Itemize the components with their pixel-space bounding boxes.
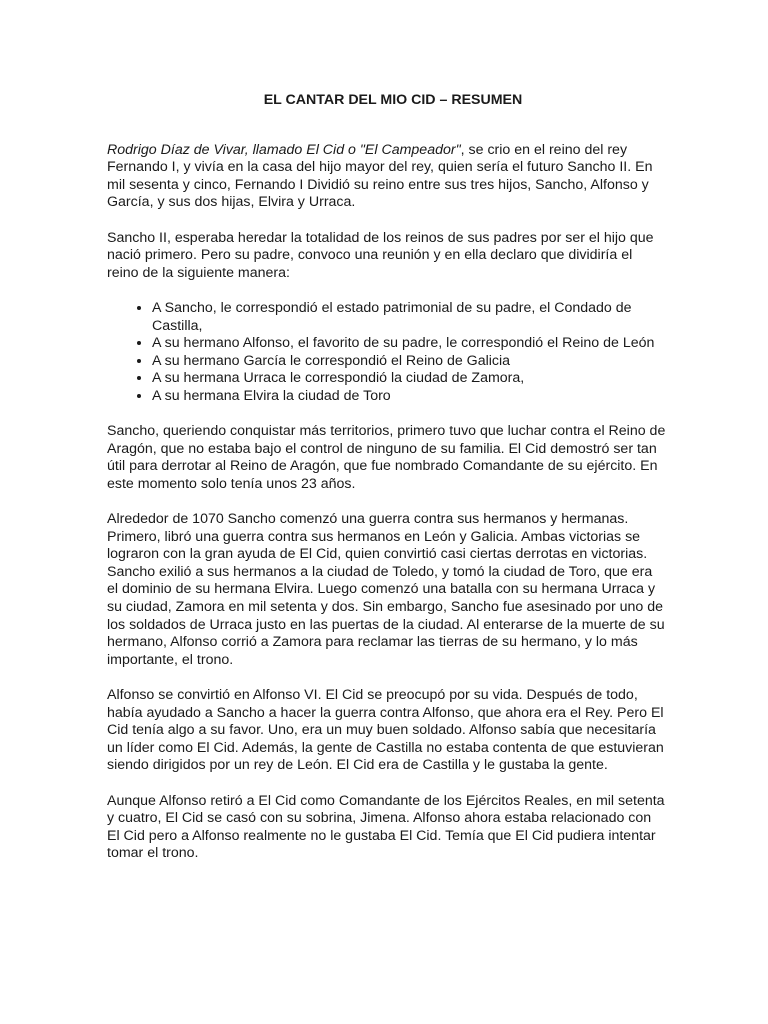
paragraph-2: Sancho II, esperaba heredar la totalidad de los reinos de sus padres por ser el hijo que nació primero. Pero su padre, convoco una reunión y en ella declaro que dividiría el reino de la siguiente manera: — [107, 229, 654, 281]
document-page — [107, 92, 667, 881]
list-item: • A su hermano Alfonso, el favorito de su padre, le correspondió el Reino de León — [152, 335, 667, 353]
intro-italic-text: Rodrigo Díaz de Vivar, llamado El Cid o "El Campeador" — [107, 141, 461, 158]
paragraph-4: Alrededor de 1070 Sancho comenzó una guerra contra sus hermanos y hermanas. Primero, libró una guerra contra sus hermanos en León y Galicia. Ambas victorias se lograron con la gran ayuda de El Cid, quien convirtió casi ciertas derrotas en victorias. Sancho exilió a sus hermanos a la ciudad de Toledo, y tomó la ciudad de Toro, que era el dominio de su hermana Elvira. Luego comenzó una batalla con su hermana Urraca y su ciudad, Zamora en mil setenta y dos. Sin embargo, Sancho fue asesinado por uno de los soldados de Urraca justo en las puertas de la ciudad. Al enterarse de la muerte de su hermano, Alfonso corrió a Zamora para reclamar las tierras de su hermano, y lo más importante, el trono. — [107, 511, 665, 668]
list-item: • A su hermano García le correspondió el Reino de Galicia — [152, 353, 667, 371]
paragraph-3: Sancho, queriendo conquistar más territorios, primero tuvo que luchar contra el Reino de Aragón, que no estaba bajo el control de ninguno de su familia. El Cid demostró ser tan útil para derrotar al Reino de Aragón, que fue nombrado Comandante de su ejército. En este momento solo tenía unos 23 años. — [107, 423, 666, 492]
intro-paragraph — [107, 142, 667, 212]
inheritance-list — [107, 300, 667, 406]
paragraph-6: Aunque Alfonso retiró a El Cid como Comandante de los Ejércitos Reales, en mil setenta y cuatro, El Cid se casó con su sobrina, Jimena. Alfonso ahora estaba relacionado con El Cid pero a Alfonso realmente no le gustaba El Cid. Temía que El Cid pudiera intentar tomar el trono. — [107, 792, 665, 862]
list-item: • A Sancho, le correspondió el estado patrimonial de su padre, el Condado de Castilla, — [152, 300, 667, 335]
intro-text: , se crio en el reino del rey Fernando I, y vivía en la casa del hijo mayor del rey, quien sería el futuro Sancho II. En mil sesenta y cinco, Fernando I Dividió su reino entre sus tres hijos, Sancho, Alfonso y García, y sus dos hijas, Elvira y Urraca. — [107, 141, 653, 211]
list-item: • A su hermana Urraca le correspondió la ciudad de Zamora, — [152, 370, 667, 388]
paragraph-5: Alfonso se convirtió en Alfonso VI. El Cid se preocupó por su vida. Después de todo, había ayudado a Sancho a hacer la guerra contra Alfonso, que ahora era el Rey. Pero El Cid tenía algo a su favor. Uno, era un muy buen soldado. Alfonso sabía que necesitaría un líder como El Cid. Además, la gente de Castilla no estaba contenta de que estuvieran siendo dirigidos por un rey de León. El Cid era de Castilla y le gustaba la gente. — [107, 687, 664, 774]
list-item: • A su hermana Elvira la ciudad de Toro — [152, 388, 667, 406]
document-title: EL CANTAR DEL MIO CID – RESUMEN — [263, 92, 523, 108]
